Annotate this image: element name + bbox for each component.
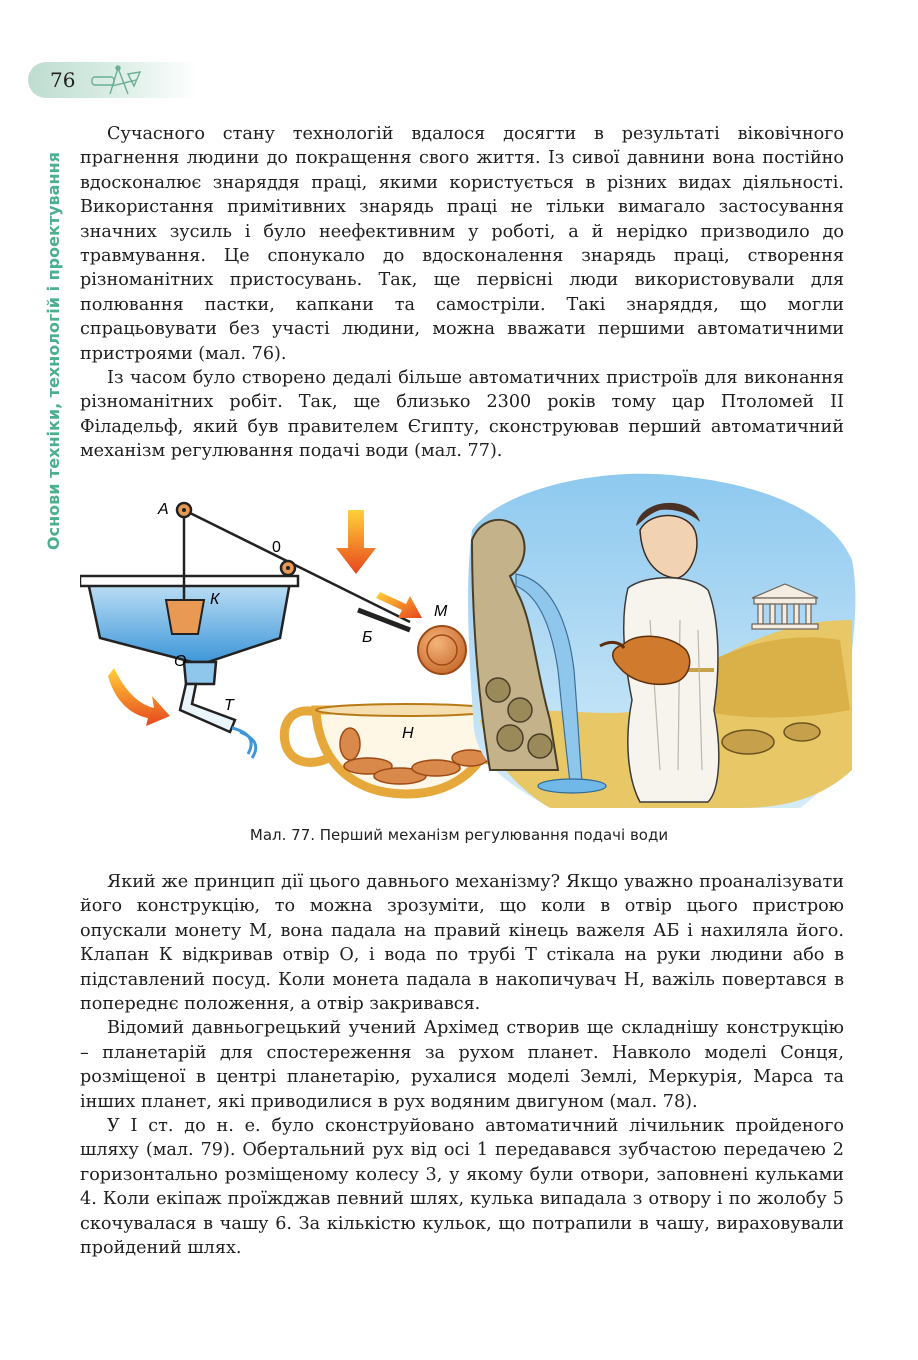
paragraph: Відомий давньогрецький учений Архімед створив ще складнішу конструкцію – планетарій для спостереження за рухом планет. Навколо моделі Сонця, розміщеної в центрі планетарію, рухалися моделі Землі, Меркурія, Марса та інших планет, які приводилися в рух водяним двигуном (мал. 78). bbox=[80, 1018, 844, 1112]
section-side-label: Основи техніки, технологій і проектування bbox=[44, 152, 63, 550]
paragraph: Сучасного стану технологій вдалося досягти в результаті віковічного прагнення людини до покращення свого життя. Із сивої давнини вона постійно вдосконалює знаряддя праці, якими користується в різних видах діяльності. Використання примітивних знарядь праці не тільки вимагало застосування значних зусиль і було неефективним у роботі, а й нерідко призводило до травмування. Це спонукало до вдосконалення знарядь праці, створення різноманітних пристосувань. Так, ще первісні люди використовували для полювання пастки, капкани та самостріли. Такі знаряддя, що могли спрацьовувати без участі людини, можна вважати першими автоматичними пристроями (мал. 76). bbox=[80, 124, 844, 364]
curved-arrow-icon bbox=[108, 668, 170, 726]
label-k: К bbox=[210, 591, 220, 608]
label-zero: 0 bbox=[272, 539, 281, 556]
figure-caption: Мал. 77. Перший механізм регулювання подачі води bbox=[249, 826, 669, 844]
label-m: М bbox=[434, 603, 448, 620]
page-number: 76 bbox=[50, 68, 76, 92]
text-bottom bbox=[80, 870, 844, 1261]
paragraph: Який же принцип дії цього давнього механізму? Якщо уважно проаналізувати його конструкцію, то можна зрозуміти, що коли в отвір цього пристрою опускали монету М, вона падала на правий кінець важеля АБ і нахиляла його. Клапан К відкривав отвір О, і вода по трубі Т стікала на руки людини або в підставлений посуд. Коли монета падала в накопичувач Н, важіль повертався в попереднє положення, а отвір закривався. bbox=[80, 872, 844, 1015]
water-stream bbox=[232, 728, 256, 758]
paragraph: Із часом було створено дедалі більше автоматичних пристроїв для виконання різноманітних робіт. Так, ще близько 2300 років тому цар Птоломей ІІ Філадельф, який був правителем Єгипту, сконструював перший автоматичний механізм регулювання подачі води (мал. 77). bbox=[80, 368, 844, 462]
label-a: А bbox=[158, 501, 169, 518]
label-b: Б bbox=[362, 629, 373, 646]
paragraph: У І ст. до н. е. було сконструйовано автоматичний лічильник пройденого шляху (мал. 79). Обертальний рух від осі 1 передавався зубчастою передачею 2 горизонтально розміщеному колесу 3, у якому були отвори, заповнені кульками 4. Коли екіпаж проїжджав певний шлях, кулька випадала з отвору і по жолобу 5 скочувалася в чашу 6. За кількістю кульок, що потрапили в чашу, вираховували пройдений шлях. bbox=[80, 1116, 844, 1259]
figure-77 bbox=[80, 470, 860, 820]
compass-drawing-logo-icon bbox=[88, 62, 148, 98]
label-o: О bbox=[174, 653, 187, 670]
label-t: Т bbox=[224, 697, 234, 714]
down-arrow-icon bbox=[336, 510, 376, 574]
coin-m bbox=[418, 626, 466, 674]
valve-cup bbox=[166, 600, 204, 634]
label-n: Н bbox=[402, 725, 414, 742]
diagonal-arrow-icon bbox=[376, 592, 422, 618]
text-top bbox=[80, 122, 844, 464]
fountain-illustration bbox=[468, 474, 855, 808]
